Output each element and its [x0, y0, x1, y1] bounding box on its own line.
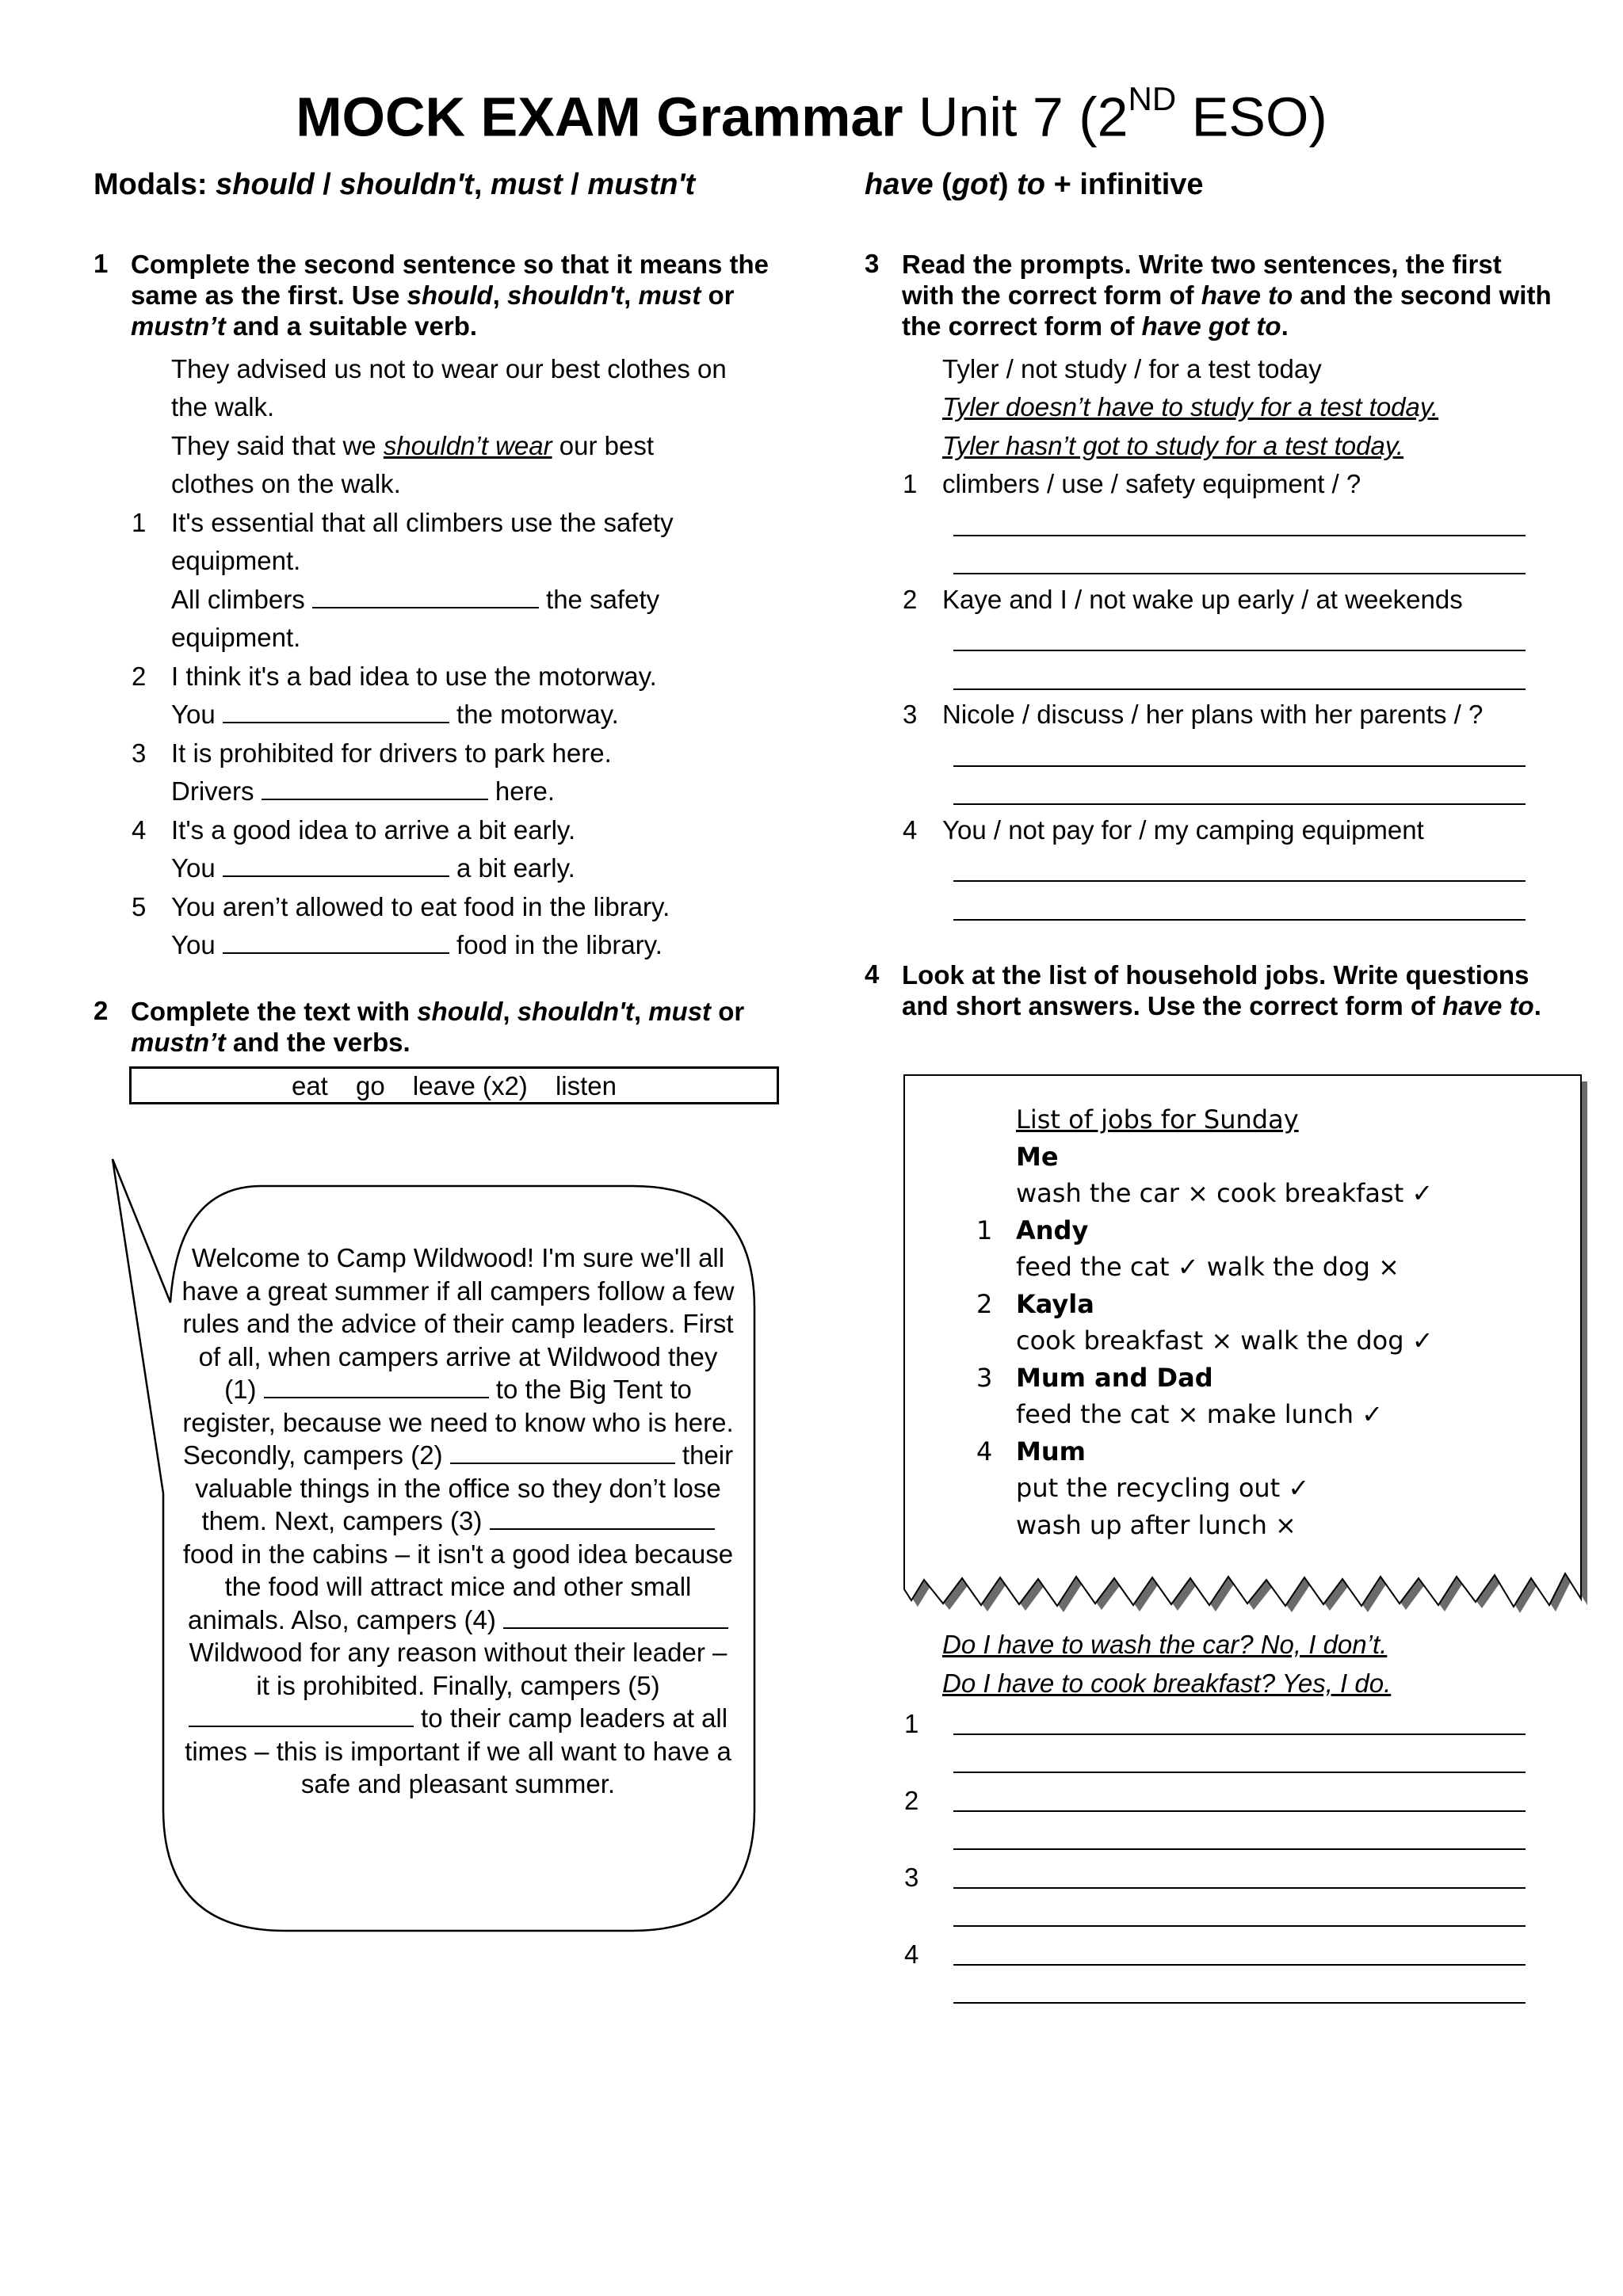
ex3-item-number: 3: [903, 700, 918, 729]
answer-line[interactable]: [953, 1772, 1526, 1773]
jobs-tasks: wash up after lunch ×: [1016, 1510, 1296, 1540]
jobs-list-title: List of jobs for Sunday: [1016, 1104, 1299, 1135]
ex1-example-line: They advised us not to wear our best clothes on: [171, 354, 727, 383]
jobs-tasks: feed the cat ✓ walk the dog ×: [1016, 1252, 1400, 1282]
ex4-example: Do I have to wash the car? No, I don’t.: [942, 1630, 1388, 1659]
jobs-number: 1: [976, 1215, 993, 1245]
ex1-item-sentence: It's a good idea to arrive a bit early.: [171, 815, 576, 845]
ex1-item-number: 2: [132, 662, 147, 691]
word-item: go: [356, 1071, 385, 1100]
jobs-person: Kayla: [1016, 1289, 1094, 1319]
exercise-1-instructions: Complete the second sentence so that it means the same as the first. Use should, shouldn't, must or mustn’t and a suitable verb.: [131, 250, 769, 341]
ex1-example-line: clothes on the walk.: [171, 469, 401, 498]
answer-line[interactable]: [953, 2002, 1526, 2004]
ex3-item-prompt: Kaye and I / not wake up early / at weekends: [942, 585, 1463, 614]
ex3-example-answer: Tyler doesn’t have to study for a test today.: [942, 392, 1439, 421]
jobs-number: 3: [976, 1363, 993, 1393]
jobs-tasks: wash the car × cook breakfast ✓: [1016, 1178, 1434, 1208]
ex1-example-line: the walk.: [171, 392, 275, 421]
answer-line[interactable]: [953, 1925, 1526, 1927]
exercise-4-number: 4: [865, 959, 880, 989]
ex3-item-number: 1: [903, 469, 918, 498]
ex1-item-gap-sentence: equipment.: [171, 623, 301, 652]
word-item: listen: [555, 1071, 617, 1100]
jobs-tasks: feed the cat × make lunch ✓: [1016, 1399, 1384, 1429]
jobs-person: Andy: [1016, 1215, 1089, 1245]
ex1-item-gap-sentence: You a bit early.: [171, 853, 575, 883]
exercise-2-instructions: Complete the text with should, shouldn't, must or mustn’t and the verbs.: [131, 997, 745, 1057]
ex3-item-prompt: Nicole / discuss / her plans with her parents / ?: [942, 700, 1484, 729]
ex1-item-gap-sentence: You the motorway.: [171, 700, 619, 729]
jobs-number: 4: [976, 1436, 993, 1466]
ex1-item-sentence: equipment.: [171, 546, 301, 575]
word-item: leave (x2): [412, 1071, 528, 1100]
exercise-4-instructions: Look at the list of household jobs. Write questions and short answers. Use the correct form of have to.: [902, 960, 1541, 1020]
ex3-item-number: 4: [903, 815, 918, 845]
left-section-heading: Modals: should / shouldn't, must / mustn't: [94, 168, 696, 201]
ex1-item-gap-sentence: You food in the library.: [171, 930, 663, 959]
ex1-item-number: 4: [132, 815, 147, 845]
ex3-item-prompt: climbers / use / safety equipment / ?: [942, 469, 1361, 498]
answer-line[interactable]: [953, 1887, 1526, 1889]
ex4-answer-number: 3: [904, 1863, 919, 1892]
jobs-person: Mum: [1016, 1436, 1086, 1466]
camp-text: Welcome to Camp Wildwood! I'm sure we'll all have a great summer if all campers follow a few rules and the advice of their camp leaders. First of all, when campers arrive at Wildwood they (1) to the Big Tent to register, because we need to know who is here. Secondly, campers (2) their valuable things in the office so they don’t lose them. Next, campers (3) food in the cabins – it isn't a good idea because the food will attract mice and other small animals. Also, campers (4) Wildwood for any reason without their leader – it is prohibited. Finally, campers (5) to their camp leaders at all times – this is important if we all want to have a safe and pleasant summer.: [181, 1243, 735, 1798]
ex4-answer-number: 1: [904, 1709, 919, 1738]
page-title: MOCK EXAM Grammar Unit 7 (2ND ESO): [296, 80, 1327, 148]
jobs-number: 2: [976, 1289, 993, 1319]
exercise-1-number: 1: [94, 249, 109, 278]
right-section-heading: have (got) to + infinitive: [865, 168, 1204, 201]
ex1-example-answer: They said that we shouldn’t wear our best: [171, 431, 655, 460]
ex1-item-gap-sentence: All climbers the safety: [171, 585, 660, 614]
answer-line[interactable]: [953, 1964, 1526, 1966]
ex4-example: Do I have to cook breakfast? Yes, I do.: [942, 1669, 1392, 1698]
ex4-answer-number: 4: [904, 1939, 919, 1969]
ex1-item-sentence: It's essential that all climbers use the safety: [171, 508, 674, 537]
word-item: eat: [291, 1071, 328, 1100]
exercise-3-number: 3: [865, 249, 880, 278]
exercise-2-number: 2: [94, 996, 109, 1025]
jobs-tasks: cook breakfast × walk the dog ✓: [1016, 1325, 1434, 1356]
jobs-person: Me: [1016, 1142, 1059, 1172]
answer-line[interactable]: [953, 1848, 1526, 1850]
ex1-item-sentence: You aren’t allowed to eat food in the library.: [171, 892, 670, 921]
ex3-item-prompt: You / not pay for / my camping equipment: [942, 815, 1424, 845]
ex1-item-sentence: It is prohibited for drivers to park here.: [171, 738, 612, 768]
ex3-example-answer: Tyler hasn’t got to study for a test today.: [942, 431, 1404, 460]
answer-line[interactable]: [953, 1733, 1526, 1735]
ex1-item-sentence: I think it's a bad idea to use the motorway.: [171, 662, 657, 691]
ex1-item-number: 5: [132, 892, 147, 921]
answer-line[interactable]: [953, 1810, 1526, 1812]
ex3-item-number: 2: [903, 585, 918, 614]
ex1-item-gap-sentence: Drivers here.: [171, 776, 556, 806]
ex3-example-prompt: Tyler / not study / for a test today: [942, 354, 1322, 383]
ex4-answer-number: 2: [904, 1786, 919, 1815]
ex1-item-number: 3: [132, 738, 147, 768]
ex1-item-number: 1: [132, 508, 147, 537]
jobs-person: Mum and Dad: [1016, 1363, 1213, 1393]
exercise-3-instructions: Read the prompts. Write two sentences, the first with the correct form of have to and the second with the correct form of have got to.: [902, 250, 1552, 341]
jobs-tasks: put the recycling out ✓: [1016, 1473, 1310, 1503]
